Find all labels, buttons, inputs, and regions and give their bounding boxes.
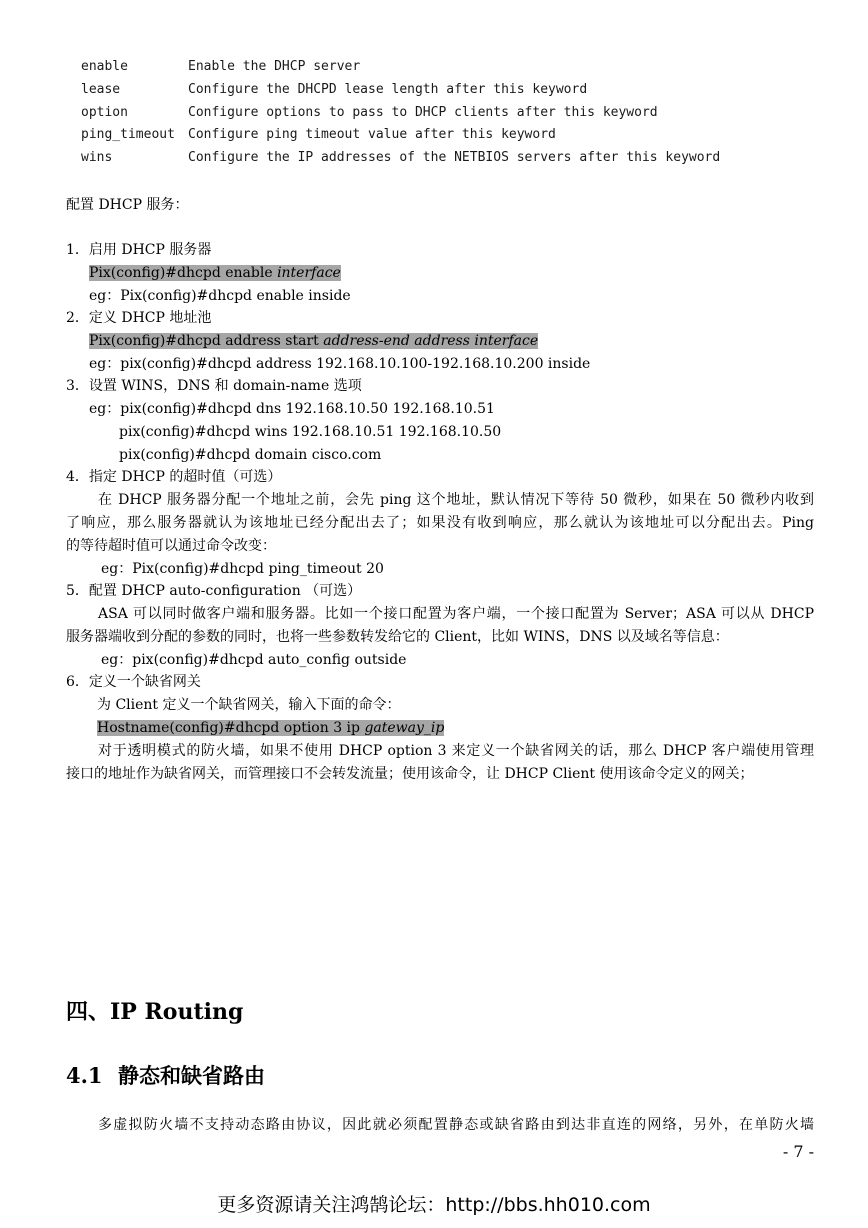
highlighted-command <box>89 333 538 349</box>
step-3-example-domain: pix(config)#dhcpd domain cisco.com <box>119 447 382 463</box>
highlighted-command <box>89 265 341 281</box>
command-keyword: option <box>81 105 128 120</box>
step-5-paragraph-line-2: 服务器端收到分配的参数的同时，也将一些参数转发给它的 Client，比如 WINS，DNS 以及域名等信息： <box>66 629 729 645</box>
step-3-example-wins: pix(config)#dhcpd wins 192.168.10.51 192.168.10.50 <box>119 424 502 440</box>
step-3-title: 3．设置 WINS，DNS 和 domain-name 选项 <box>66 378 362 394</box>
command-keyword: ping_timeout <box>81 127 175 142</box>
footer-banner: 更多资源请关注鸿鹄论坛：http://bbs.hh010.com <box>217 1194 651 1216</box>
command-description: Configure ping timeout value after this keyword <box>188 127 556 142</box>
command-row-ping-timeout <box>81 127 556 147</box>
step-4-paragraph-line-2: 了响应，那么服务器就认为该地址已经分配出去了；如果没有收到响应，那么就认为该地址可以分配出去。Ping <box>66 515 814 531</box>
step-6-title: 6．定义一个缺省网关 <box>66 674 201 690</box>
chapter-heading: 四、IP Routing <box>66 999 244 1025</box>
step-2-title: 2．定义 DHCP 地址池 <box>66 310 212 326</box>
step-1-title: 1．启用 DHCP 服务器 <box>66 242 212 258</box>
command-description: Configure options to pass to DHCP clients after this keyword <box>188 105 658 120</box>
step-5-example: eg：pix(config)#dhcpd auto_config outside <box>101 652 407 668</box>
step-4-title: 4．指定 DHCP 的超时值（可选） <box>66 469 282 485</box>
section-paragraph: 多虚拟防火墙不支持动态路由协议，因此就必须配置静态或缺省路由到达非直连的网络，另外，在单防火墙 <box>98 1117 814 1133</box>
command-description: Configure the DHCPD lease length after this keyword <box>188 82 588 97</box>
step-2-command <box>89 330 538 352</box>
intro-text: 配置 DHCP 服务： <box>66 197 189 213</box>
step-5-paragraph-line-1: ASA 可以同时做客户端和服务器。比如一个接口配置为客户端，一个接口配置为 Server；ASA 可以从 DHCP <box>98 606 814 622</box>
command-row-option <box>81 105 658 125</box>
section-number: 4.1 <box>66 1063 103 1088</box>
command-text: Pix(config)#dhcpd enable <box>89 265 278 281</box>
command-description: Configure the IP addresses of the NETBIOS servers after this keyword <box>188 150 721 165</box>
step-4-example: eg：Pix(config)#dhcpd ping_timeout 20 <box>101 561 384 577</box>
section-title: 静态和缺省路由 <box>118 1063 265 1088</box>
step-6-paragraph-line-3: 接口的地址作为缺省网关，而管理接口不会转发流量；使用该命令，让 DHCP Client 使用该命令定义的网关； <box>66 766 754 782</box>
command-keyword: lease <box>81 82 121 97</box>
highlighted-command <box>97 720 444 736</box>
command-row-enable <box>81 59 360 79</box>
step-5-title: 5．配置 DHCP auto-configuration （可选） <box>66 583 362 599</box>
command-row-wins <box>81 150 720 170</box>
command-text: Pix(config)#dhcpd address start <box>89 333 324 349</box>
step-6-command <box>97 717 444 739</box>
step-6-line-1: 为 Client 定义一个缺省网关，输入下面的命令： <box>97 697 401 713</box>
step-1-command <box>89 262 341 284</box>
command-argument: interface <box>277 265 341 281</box>
command-row-lease <box>81 82 587 102</box>
step-2-example: eg：pix(config)#dhcpd address 192.168.10.100-192.168.10.200 inside <box>89 356 591 372</box>
section-heading <box>66 1060 265 1090</box>
step-4-paragraph-line-1: 在 DHCP 服务器分配一个地址之前，会先 ping 这个地址，默认情况下等待 50 微秒，如果在 50 微秒内收到 <box>98 492 814 508</box>
command-text: Hostname(config)#dhcpd option 3 ip <box>97 720 365 736</box>
command-keyword: enable <box>81 59 128 74</box>
command-argument: address-end address interface <box>323 333 539 349</box>
step-1-example: eg：Pix(config)#dhcpd enable inside <box>89 288 351 304</box>
command-argument: gateway_ip <box>364 720 445 736</box>
step-3-example-dns: eg：pix(config)#dhcpd dns 192.168.10.50 192.168.10.51 <box>89 401 495 417</box>
step-6-paragraph-line-2: 对于透明模式的防火墙，如果不使用 DHCP option 3 来定义一个缺省网关的话，那么 DHCP 客户端使用管理 <box>98 743 814 759</box>
command-keyword: wins <box>81 150 113 165</box>
step-4-paragraph-line-3: 的等待超时值可以通过命令改变： <box>66 538 276 554</box>
page-number: - 7 - <box>782 1142 814 1161</box>
command-description: Enable the DHCP server <box>188 59 361 74</box>
